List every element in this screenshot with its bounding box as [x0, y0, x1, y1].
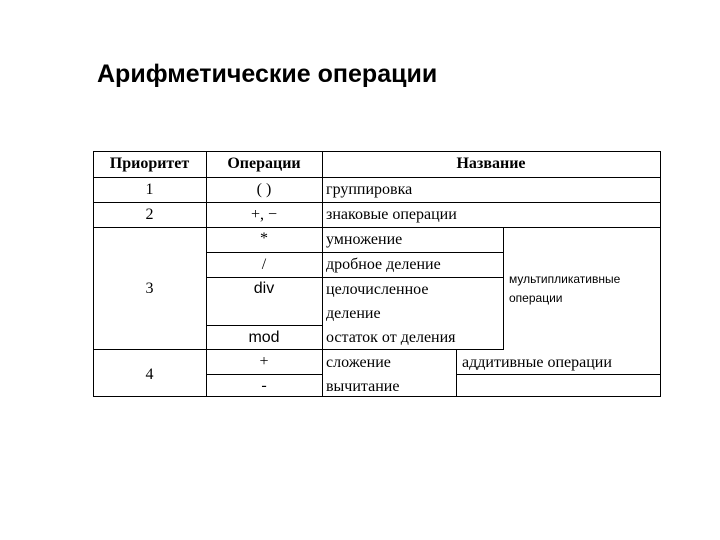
row-divider	[93, 349, 503, 350]
col-divider	[322, 151, 323, 397]
cell-priority: 2	[145, 206, 154, 223]
table-border-top	[93, 151, 661, 152]
cell-name-continued: деление	[326, 305, 381, 322]
cell-name: дробное деление	[326, 256, 441, 273]
cell-name: умножение	[326, 231, 403, 248]
row-divider	[456, 374, 661, 375]
header-operations: Операции	[227, 155, 301, 172]
group-label-additive: аддитивные операции	[462, 354, 612, 371]
page-title: Арифметические операции	[97, 60, 438, 88]
cell-operation: ( )	[256, 181, 272, 198]
col-divider	[503, 227, 504, 350]
row-divider	[206, 325, 322, 326]
cell-priority: 1	[145, 181, 154, 198]
cell-name: вычитание	[326, 378, 400, 395]
group-label-multiplicative-continued: операции	[509, 291, 563, 305]
cell-name: сложение	[326, 354, 391, 371]
cell-name: целочисленное	[326, 281, 429, 298]
cell-operation: div	[253, 280, 275, 297]
cell-operation: *	[260, 230, 268, 247]
row-divider	[93, 202, 661, 203]
cell-operation: mod	[248, 329, 280, 346]
row-divider	[206, 252, 503, 253]
col-divider	[456, 349, 457, 397]
table-border-right	[660, 151, 661, 397]
cell-operation: +	[259, 353, 269, 370]
cell-name: остаток от деления	[326, 329, 456, 346]
row-divider	[206, 277, 503, 278]
cell-operation: /	[261, 256, 267, 273]
header-priority: Приоритет	[109, 155, 190, 172]
row-divider	[93, 227, 661, 228]
cell-priority: 3	[145, 280, 154, 297]
cell-priority: 4	[145, 366, 154, 383]
cell-name: группировка	[326, 181, 413, 198]
row-divider	[93, 177, 661, 178]
cell-name: знаковые операции	[326, 206, 457, 223]
cell-operation: -	[261, 377, 267, 394]
cell-operation: +, −	[250, 206, 278, 223]
row-divider	[206, 374, 322, 375]
header-name: Название	[456, 155, 526, 172]
group-label-multiplicative: мультипликативные	[509, 272, 621, 286]
